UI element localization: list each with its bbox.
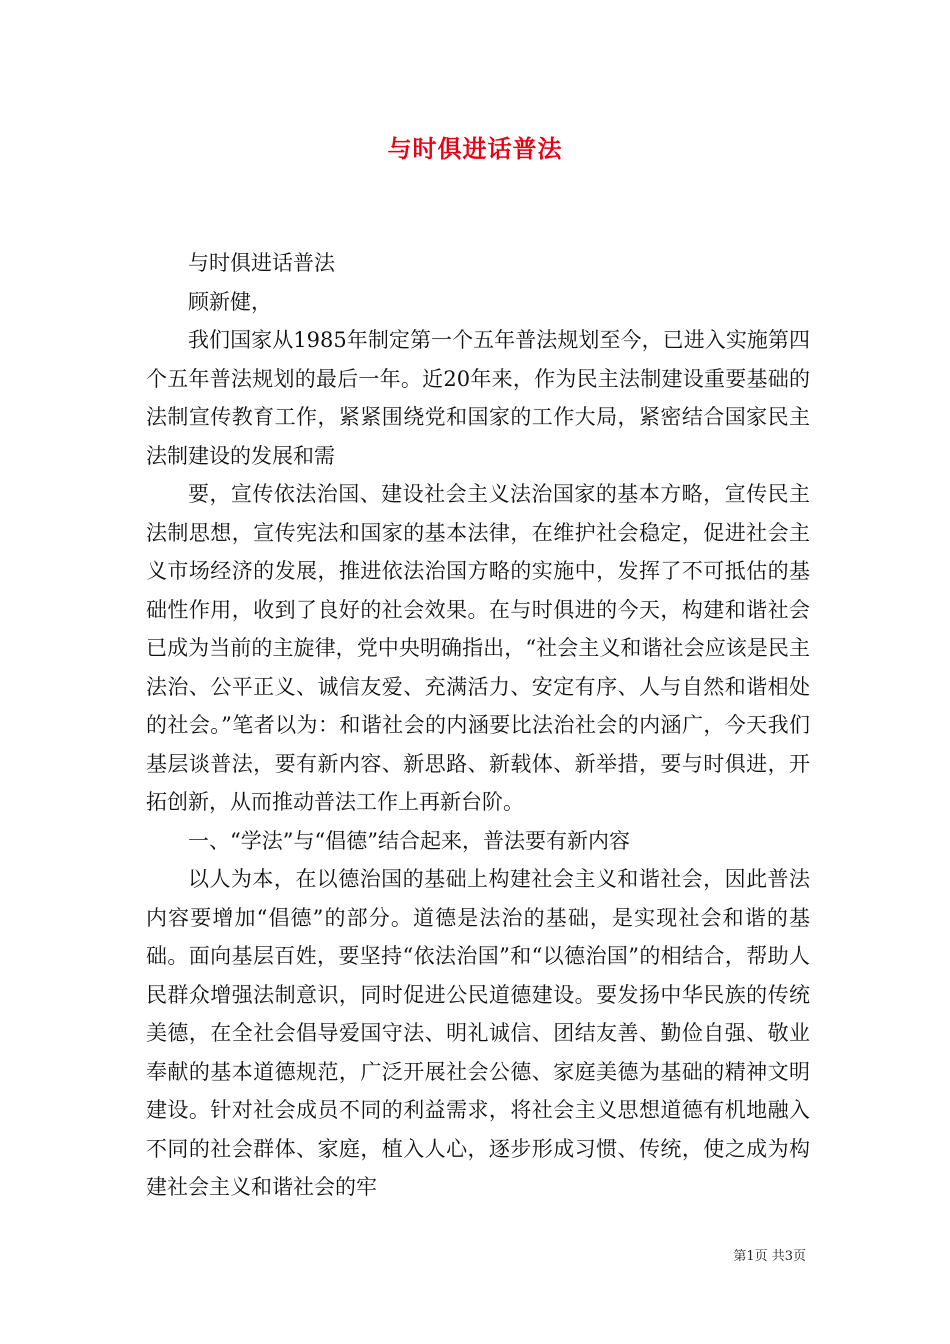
paragraph-intro: 我们国家从1985年制定第一个五年普法规划至今，已进入实施第四个五年普法规划的最后一年。近20年来，作为民主法制建设重要基础的法制宣传教育工作，紧紧围绕党和国家的工作大局，紧密结合国家民主法制建设的发展和需 — [146, 328, 810, 468]
document-title: 与时俱进话普法 — [387, 134, 563, 163]
document-body — [146, 244, 810, 1207]
paragraph-continuation: 要，宣传依法治国、建设社会主义法治国家的基本方略，宣传民主法制思想，宣传宪法和国家的基本法律，在维护社会稳定，促进社会主义市场经济的发展，推进依法治国方略的实施中，发挥了不可抵估的基础性作用，收到了良好的社会效果。在与时俱进的今天，构建和谐社会已成为当前的主旋律，党中央明确指出，“社会主义和谐社会应该是民主法治、公平正义、诚信友爱、充满活力、安定有序、人与自然和谐相处的社会。”笔者以为：和谐社会的内涵要比法治社会的内涵广，今天我们基层谈普法，要有新内容、新思路、新载体、新举措，要与时俱进，开拓创新，从而推动普法工作上再新台阶。 — [146, 482, 810, 814]
paragraph-heading-repeat: 与时俱进话普法 — [188, 251, 335, 275]
page-number-footer: 第1页 共3页 — [733, 1249, 806, 1264]
paragraph-section-1: 以人为本，在以德治国的基础上构建社会主义和谐社会，因此普法内容要增加“倡德”的部分。道德是法治的基础，是实现社会和谐的基础。面向基层百姓，要坚持“依法治国”和“以德治国”的相结合，帮助人民群众增强法制意识，同时促进公民道德建设。要发扬中华民族的传统美德，在全社会倡导爱国守法、明礼诚信、团结友善、勤俭自强、敬业奉献的基本道德规范，广泛开展社会公德、家庭美德为基础的精神文明建设。针对社会成员不同的利益需求，将社会主义思想道德有机地融入不同的社会群体、家庭，植入人心，逐步形成习惯、传统，使之成为构建社会主义和谐社会的牢 — [146, 867, 810, 1199]
paragraph-author: 顾新健， — [188, 289, 272, 314]
section-heading-1: 一、“学法”与“倡德”结合起来，普法要有新内容 — [188, 828, 630, 853]
